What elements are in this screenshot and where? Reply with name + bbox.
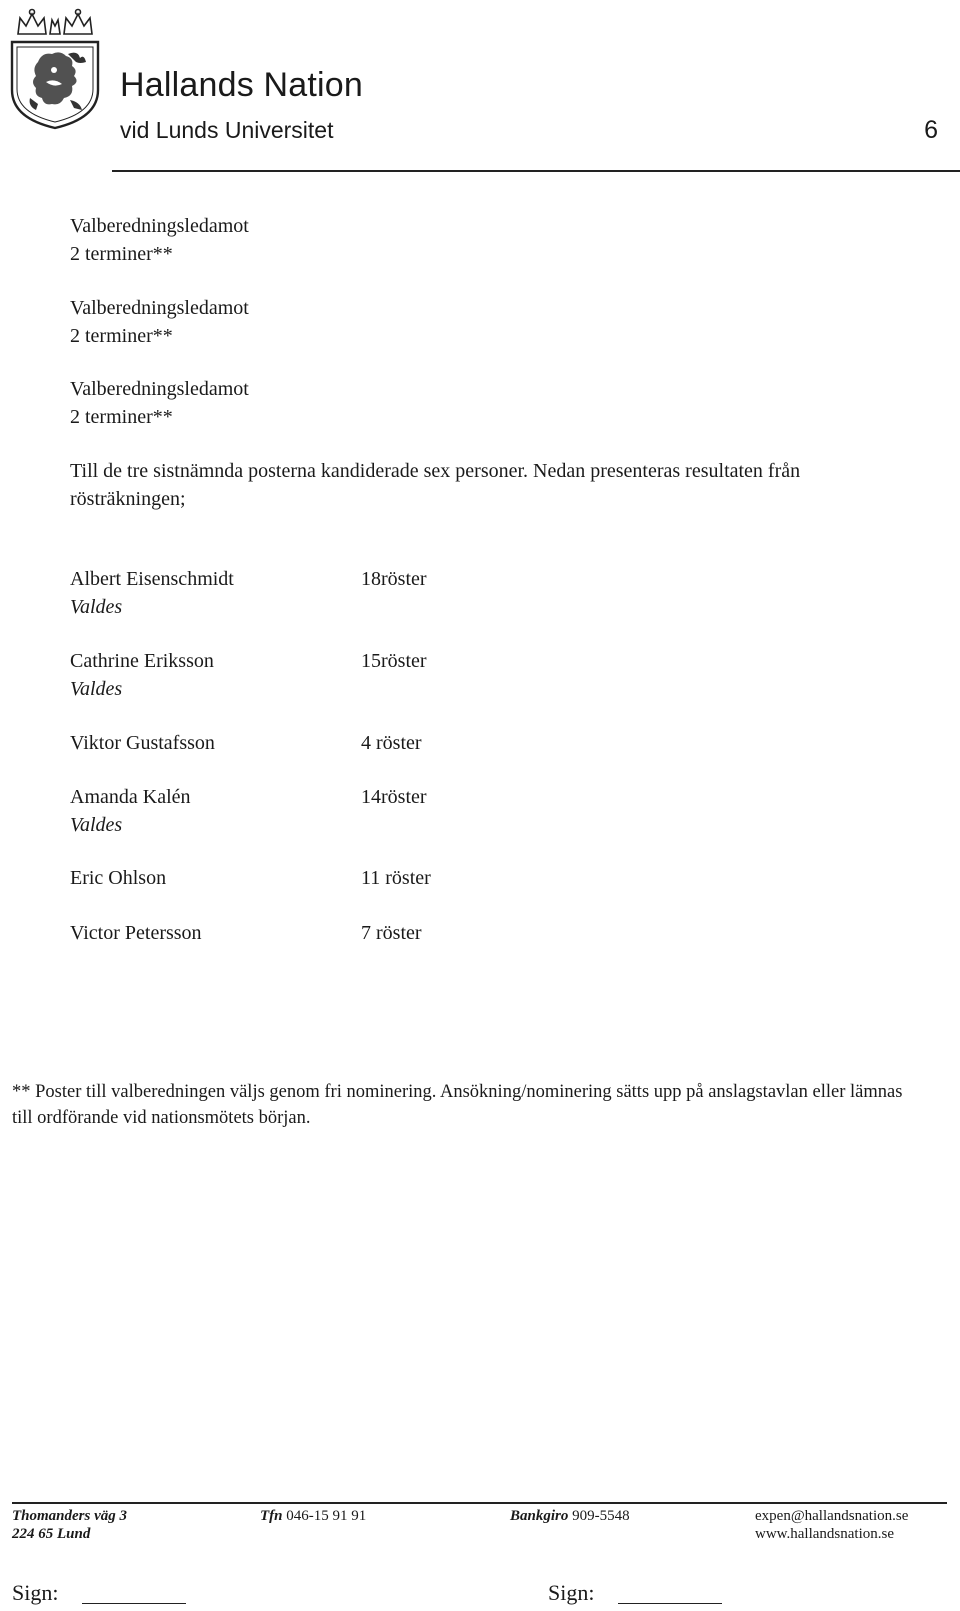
candidate-name: Amanda Kalén	[70, 786, 191, 808]
candidate-votes: 18röster	[361, 568, 427, 590]
position-title: Valberedningsledamot	[70, 378, 249, 400]
sign-label-right: Sign:	[548, 1580, 595, 1605]
address-city: 224 65 Lund	[12, 1526, 91, 1542]
signature-line-right	[618, 1603, 722, 1604]
bankgiro-label: Bankgiro	[510, 1508, 569, 1524]
candidate-name: Albert Eisenschmidt	[70, 568, 234, 590]
candidate-votes: 14röster	[361, 786, 427, 808]
organization-subtitle: vid Lunds Universitet	[120, 117, 334, 143]
candidate-name: Viktor Gustafsson	[70, 732, 215, 754]
position-block	[70, 294, 249, 350]
address-street: Thomanders väg 3	[12, 1508, 128, 1524]
page-number: 6	[924, 116, 938, 144]
bankgiro-line	[510, 1507, 630, 1525]
position-term: 2 terminer**	[70, 406, 173, 428]
position-title: Valberedningsledamot	[70, 215, 249, 237]
candidate-votes: 4 röster	[361, 732, 422, 754]
position-block	[70, 212, 249, 268]
signature-line-left	[82, 1603, 186, 1604]
candidate-status: Valdes	[70, 678, 123, 700]
email-address: expen@hallandsnation.se	[755, 1508, 909, 1524]
position-title: Valberedningsledamot	[70, 297, 249, 319]
candidate-name: Cathrine Eriksson	[70, 650, 214, 672]
candidate-votes: 15röster	[361, 650, 427, 672]
nation-coat-of-arms-logo	[8, 6, 102, 130]
phone-label: Tfn	[260, 1508, 283, 1524]
bankgiro-number: 909-5548	[572, 1508, 630, 1524]
header-divider	[112, 170, 960, 172]
candidate-status: Valdes	[70, 814, 123, 836]
website-url: www.hallandsnation.se	[755, 1526, 894, 1542]
sign-label-left: Sign:	[12, 1580, 59, 1605]
footnote: ** Poster till valberedningen väljs genom fri nominering. Ansökning/nominering sätts upp på anslagstavlan eller lämnas till ordförande vid nationsmötets början.	[12, 1082, 903, 1128]
position-term: 2 terminer**	[70, 325, 173, 347]
candidate-status: Valdes	[70, 596, 123, 618]
organization-name: Hallands Nation	[120, 66, 364, 104]
intro-paragraph: Till de tre sistnämnda posterna kandiderade sex personer. Nedan presenteras resultaten från rösträkningen;	[70, 460, 801, 510]
phone-line	[260, 1507, 366, 1525]
footer-divider	[12, 1502, 947, 1504]
candidate-votes: 7 röster	[361, 922, 422, 944]
candidate-name: Eric Ohlson	[70, 867, 167, 889]
candidate-votes: 11 röster	[361, 867, 431, 889]
position-block	[70, 375, 249, 431]
phone-number: 046-15 91 91	[286, 1508, 367, 1524]
candidate-name: Victor Petersson	[70, 922, 202, 944]
coat-of-arms-icon	[8, 6, 102, 130]
position-term: 2 terminer**	[70, 243, 173, 265]
